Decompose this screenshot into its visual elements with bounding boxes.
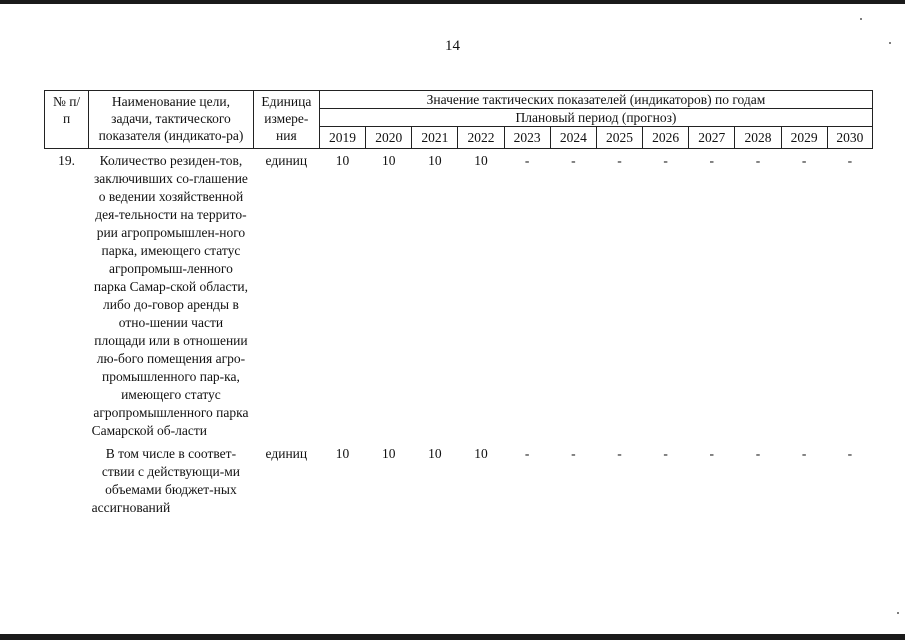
page-number: 14 xyxy=(445,38,460,54)
value-cell: 10 xyxy=(381,446,396,461)
header-year: 2021 xyxy=(412,127,458,149)
scan-speck xyxy=(889,42,891,44)
header-year: 2027 xyxy=(689,127,735,149)
value-cell: - xyxy=(617,153,622,168)
value-cell: 10 xyxy=(474,446,488,461)
scan-speck xyxy=(860,18,862,20)
indicators-table xyxy=(44,90,873,517)
row-number: 19. xyxy=(58,153,76,168)
table-header xyxy=(45,91,873,149)
value-cell: - xyxy=(801,153,807,168)
header-year: 2026 xyxy=(643,127,689,149)
header-year: 2022 xyxy=(458,127,504,149)
unit-cell: единиц xyxy=(265,153,308,168)
unit-cell: единиц xyxy=(265,446,308,461)
value-cell: - xyxy=(755,153,761,168)
value-cell: 10 xyxy=(428,446,442,461)
value-cell: 10 xyxy=(381,153,396,168)
value-cell: 10 xyxy=(428,153,442,168)
value-cell: - xyxy=(571,153,576,168)
value-cell: 10 xyxy=(335,153,350,168)
header-year: 2030 xyxy=(827,127,872,149)
value-cell: 10 xyxy=(335,446,350,461)
header-year: 2019 xyxy=(319,127,365,149)
header-year: 2029 xyxy=(781,127,827,149)
row-number xyxy=(45,440,89,517)
header-num: № п/п xyxy=(45,91,89,149)
value-cell: - xyxy=(524,446,530,461)
table-body xyxy=(45,149,873,518)
value-cell: - xyxy=(709,153,715,168)
value-cell: - xyxy=(524,153,530,168)
value-cell: - xyxy=(571,446,576,461)
top-border-rule xyxy=(0,0,905,4)
value-cell: - xyxy=(663,446,668,461)
header-values: Значение тактических показателей (индикаторов) по годам xyxy=(319,91,872,109)
value-cell: - xyxy=(847,153,853,168)
header-year: 2020 xyxy=(366,127,412,149)
header-plan-period: Плановый период (прогноз) xyxy=(319,109,872,127)
indicator-name: В том числе в соответ-ствии с действующи-ми объемами бюджет-ных ассигнований xyxy=(91,446,240,515)
bottom-border-rule xyxy=(0,634,905,640)
value-cell: - xyxy=(755,446,761,461)
value-cell: - xyxy=(801,446,807,461)
value-cell: - xyxy=(709,446,715,461)
scan-speck xyxy=(897,612,899,614)
value-cell: - xyxy=(617,446,622,461)
header-year: 2028 xyxy=(735,127,781,149)
header-year: 2024 xyxy=(550,127,596,149)
indicator-name: Количество резиден-тов, заключивших со-глашение о ведении хозяйственной дея-тельности на террито-рии агропромышлен-ного парка, имеющего статус агропромыш-ленного парка Самар-ской области, либо до-говор аренды в отно-шении части площади или в отношении лю-бого помещения агро-промышленного пар-ка, имеющего статус агропромышленного парка Самарской об-ласти xyxy=(91,153,249,438)
value-cell: - xyxy=(847,446,853,461)
value-cell: 10 xyxy=(474,153,488,168)
header-unit: Единица измере-ния xyxy=(253,91,319,149)
table-row xyxy=(45,149,873,441)
table-row xyxy=(45,440,873,517)
header-name: Наименование цели, задачи, тактического показателя (индикато-ра) xyxy=(89,91,254,149)
header-year: 2023 xyxy=(504,127,550,149)
value-cell: - xyxy=(663,153,668,168)
header-year: 2025 xyxy=(596,127,642,149)
